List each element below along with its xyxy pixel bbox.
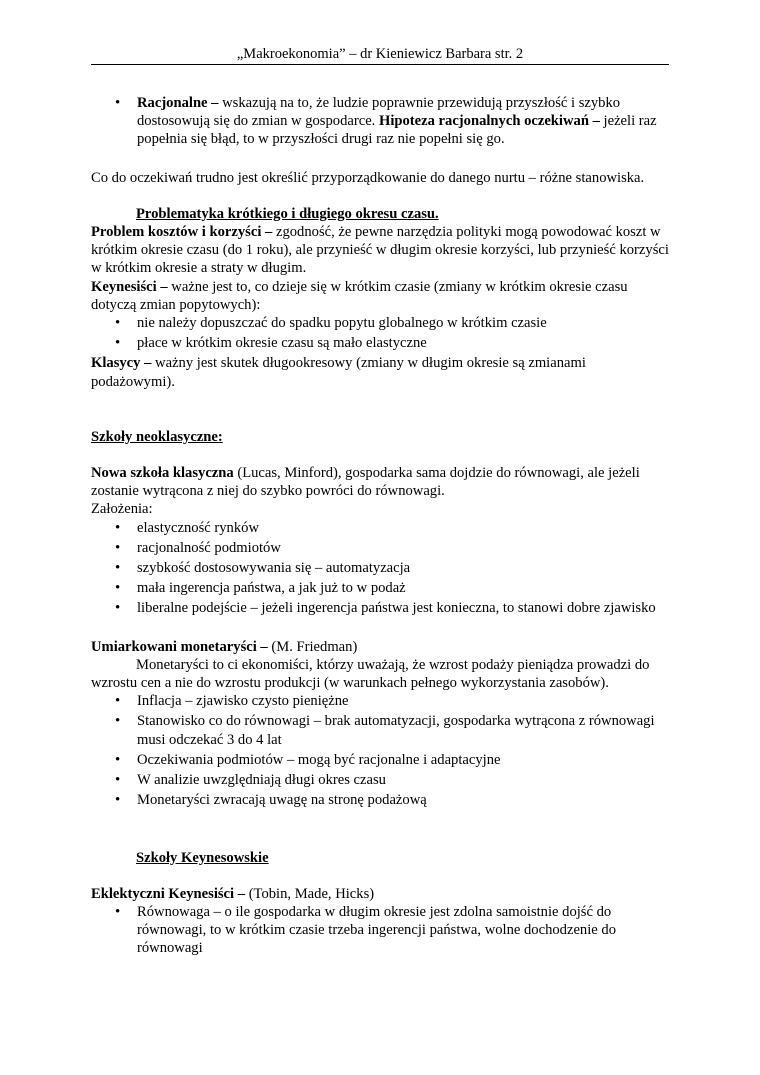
- header-rule: [91, 64, 669, 65]
- paragraph-text: (Tobin, Made, Hicks): [245, 885, 375, 902]
- keynesisci-list: [91, 314, 673, 352]
- label-zalozenia: Założenia:: [91, 501, 153, 518]
- heading-text: Szkoły neoklasyczne:: [91, 428, 223, 445]
- list-item-text: wskazują na to, że ludzie poprawnie przewidują przyszłość i szybko dostosowują się do zmian w gospodarce.: [137, 95, 621, 130]
- term-racjonalne: Racjonalne –: [137, 95, 219, 111]
- monetarysci-list: [91, 692, 673, 809]
- paragraph-nowa-szkola: [91, 464, 673, 500]
- list-item: • nie należy dopuszczać do spadku popytu globalnego w krótkim czasie: [137, 314, 673, 332]
- paragraph-klasycy: [91, 354, 673, 390]
- term-eklektyczni: Eklektyczni Keynesiści –: [91, 885, 246, 902]
- term-problem: Problem kosztów i korzyści –: [91, 224, 273, 241]
- spacer: [91, 151, 673, 169]
- spacer: [91, 187, 673, 205]
- paragraph-text: ważne jest to, co dzieje się w krótkim czasie (zmiany w krótkim okresie czasu dotyczą zmian popytowych):: [91, 278, 628, 313]
- list-item: • Monetaryści zwracają uwagę na stronę podażową: [137, 791, 673, 809]
- list-item: • racjonalność podmiotów: [137, 539, 673, 557]
- zalozenia-list: [91, 519, 673, 618]
- spacer: [91, 867, 673, 885]
- list-item: • Stanowisko co do równowagi – brak automatyzacji, gospodarka wytrącona z równowagi musi odczekać 3 do 4 lat: [137, 712, 673, 748]
- heading-text: Szkoły Keynesowskie: [136, 849, 269, 866]
- list-item: • Równowaga – o ile gospodarka w długim okresie jest zdolna samoistnie dojść do równowagi, to w krótkim czasie trzeba ingerencji państwa, wolne dochodzenie do równowagi: [137, 903, 673, 958]
- paragraph-oczekiwania: Co do oczekiwań trudno jest określić przyporządkowanie do danego nurtu – różne stanowiska.: [91, 169, 645, 186]
- paragraph-text: (Lucas, Minford), gospodarka sama dojdzie do równowagi, ale jeżeli zostanie wytrącona z niej do szybko powróci do równowagi.: [91, 465, 640, 500]
- heading-text: Problematyka krótkiego i długiego okresu czasu.: [136, 205, 439, 222]
- heading-neoklasyczne: [91, 428, 673, 446]
- term-keynesisci: Keynesiści –: [91, 278, 168, 295]
- list-item: [137, 94, 673, 149]
- list-item: • Inflacja – zjawisko czysto pieniężne: [137, 692, 673, 710]
- eklektyczni-list: [91, 903, 673, 958]
- list-item: • Oczekiwania podmiotów – mogą być racjonalne i adaptacyjne: [137, 751, 673, 769]
- list-item: • liberalne podejście – jeżeli ingerencja państwa jest konieczna, to stanowi dobre zjawisko: [137, 599, 673, 617]
- paragraph-monetarysci-desc: Monetaryści to ci ekonomiści, którzy uważają, że wzrost podaży pieniądza prowadzi do wzrostu cen a nie do wzrostu produkcji (w warunkach pełnego wykorzystania zasobów).: [91, 656, 650, 692]
- term-klasycy: Klasycy –: [91, 355, 152, 372]
- racjonalne-list: [91, 94, 673, 149]
- list-item: • elastyczność rynków: [137, 519, 673, 537]
- term-hipoteza: Hipoteza racjonalnych oczekiwań –: [378, 113, 600, 130]
- heading-problematyka: [91, 205, 673, 223]
- paragraph-eklektyczni: [91, 885, 673, 903]
- term-monetarysci: Umiarkowani monetaryści –: [91, 638, 268, 655]
- paragraph-text: (M. Friedman): [267, 638, 358, 655]
- list-item: • W analizie uwzględniają długi okres czasu: [137, 771, 673, 789]
- paragraph-problem: [91, 223, 673, 278]
- spacer: [91, 391, 673, 428]
- heading-keynesowskie: [91, 849, 673, 867]
- list-item-text: jeżeli raz popełnia się błąd, to w przyszłości drugi raz nie popełni się go.: [137, 113, 657, 148]
- page-header: „Makroekonomia” – dr Kieniewicz Barbara str. 2: [236, 46, 524, 62]
- paragraph-monetarysci: [91, 638, 673, 656]
- paragraph-text: zgodność, że pewne narzędzia polityki mogą powodować koszt w krótkim okresie czasu (do 1 roku), ale przynieść w długim okresie korzyści, lub przynieść korzyści w krótkim okresie a straty w długim.: [91, 224, 669, 277]
- spacer: [91, 620, 673, 638]
- list-item: • szybkość dostosowywania się – automatyzacja: [137, 559, 673, 577]
- list-item: • mała ingerencja państwa, a jak już to w podaż: [137, 579, 673, 597]
- spacer: [91, 446, 673, 464]
- paragraph-keynesisci: [91, 278, 673, 314]
- document-body: [91, 94, 673, 960]
- spacer: [91, 812, 673, 849]
- term-nowa-szkola: Nowa szkoła klasyczna: [91, 465, 234, 482]
- list-item: • płace w krótkim okresie czasu są mało elastyczne: [137, 334, 673, 352]
- paragraph-text: ważny jest skutek długookresowy (zmiany w długim okresie są zmianami podażowymi).: [91, 355, 586, 390]
